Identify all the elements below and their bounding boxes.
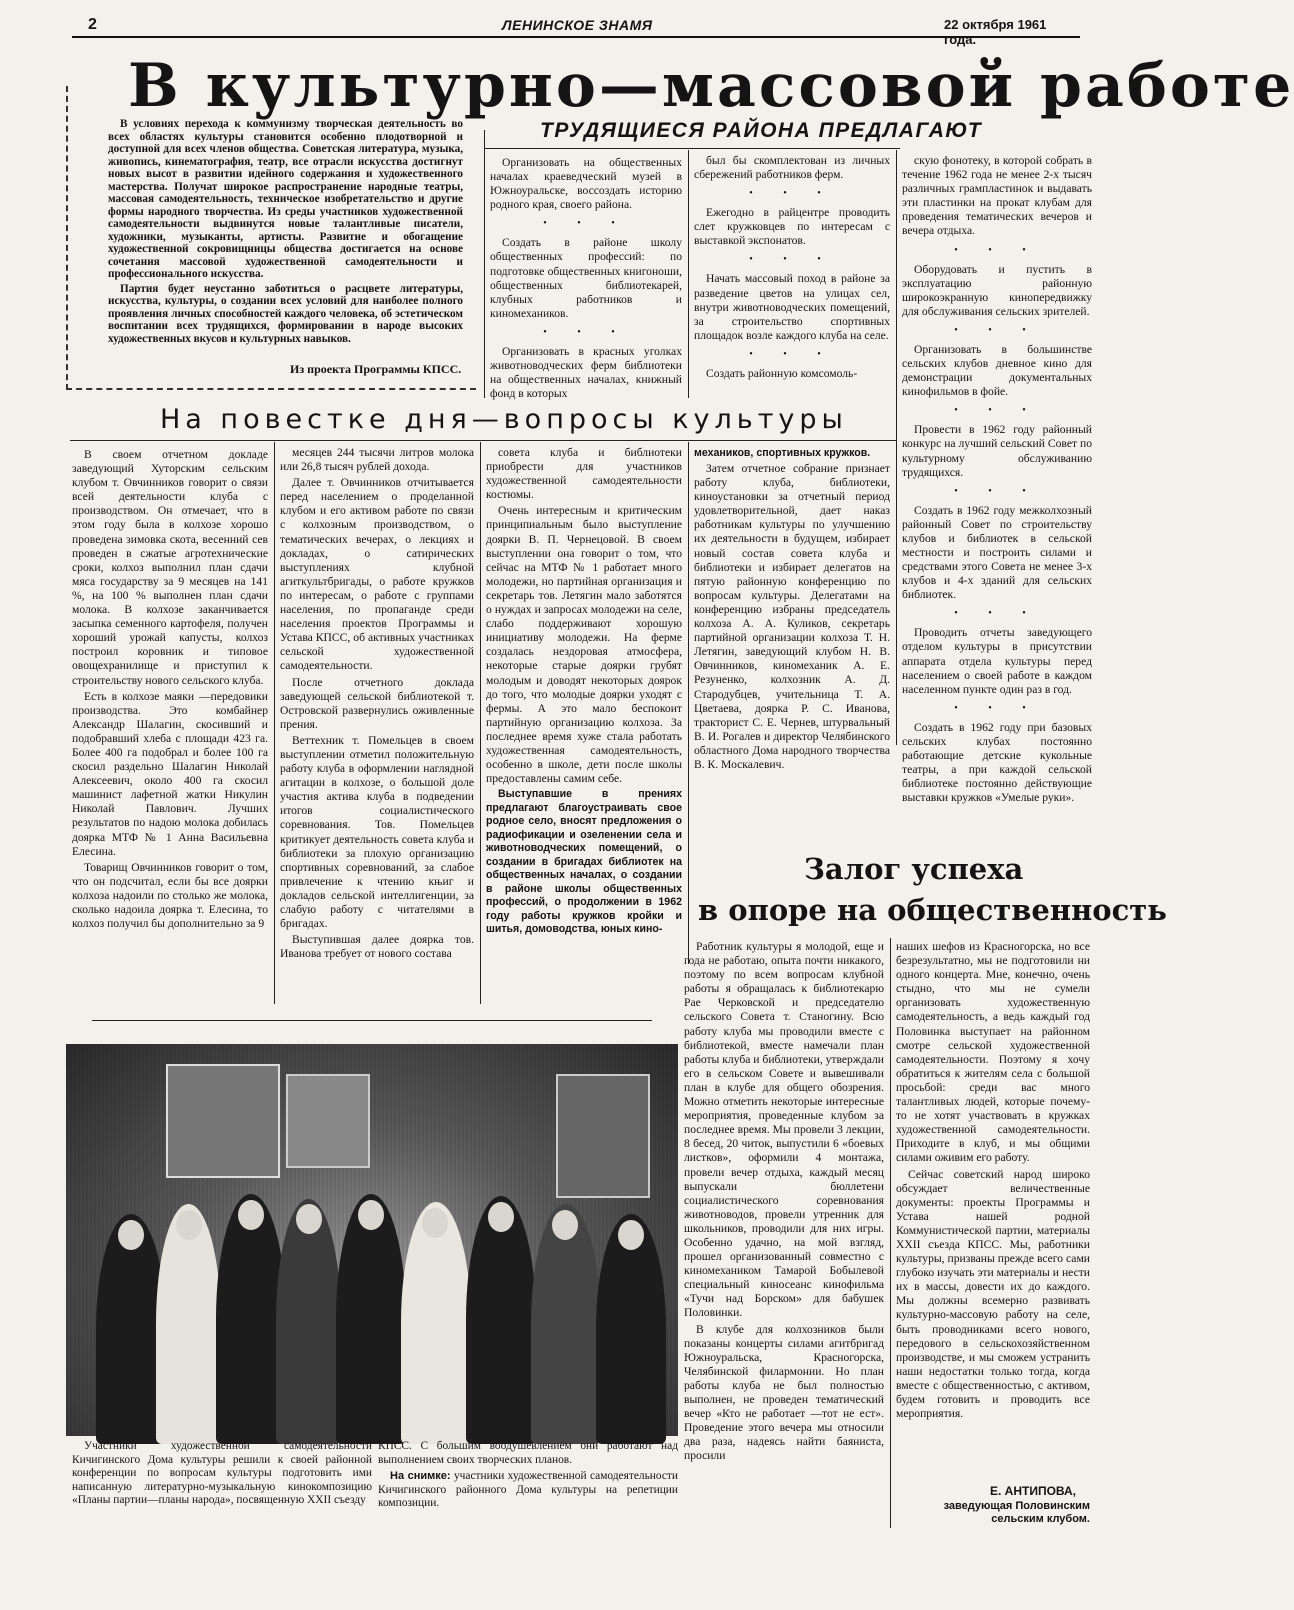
person-figure [276,1199,341,1444]
proposal-item: Создать в районе школу общественных профессий: по подготовке общественных книгоноши, общественных библиотекарей, клубных работников и киномехаников. [490,236,682,320]
proposal-item: Ежегодно в райцентре проводить слет кружковцев по интересам с выставкой экспонатов. [694,206,890,248]
column-rule [484,130,485,398]
article2-author-title: заведующая Половинским сельским клубом. [943,1500,1090,1525]
article2-paragraph: Сейчас советский народ широко обсуждает величественные документы: проекты Программы и Устава нашей родной Коммунистической партии, материалы XXII съезда КПСС. Мы, работники культуры, призваны прежде всего сами глубоко изучать эти материалы и нести их в массы, довести их до каждого. Мы должны всемерно развивать культурно-массовую работу на селе, быть проводниками всего нового, передового в сельскохозяйственном производстве, и мы сможем устранить наши недостатки только тогда, когда вместе с общественностью, с активом, будем готовить и проводить все мероприятия. [896,1167,1090,1421]
agenda-col1 [72,448,268,933]
proposal-item: был бы скомплектован из личных сбережений работников ферм. [694,154,890,182]
caption-text: КПСС. С большим воодушевлением они работают над выполнением своих творческих планов. [378,1440,678,1466]
proposals-subheadline: ТРУДЯЩИЕСЯ РАЙОНА ПРЕДЛАГАЮТ [540,119,983,142]
agenda-paragraph: Есть в колхозе маяки —передовики производства. Это комбайнер Александр Шалагин, скосивший и подобравший хлеба с площади 423 га. Более 400 га подобрал и более 100 га скосил раздельно Шалагин Николай Алексеевич, около 400 га скосил машинист лафетной жатки Никулин Николай Павлович. Лучших результатов по надою молока добилась доярка МТФ № 1 Анна Васильевна Елесина. [72,689,268,858]
rehearsal-photo [66,1044,678,1436]
photo-wall-frame [166,1064,280,1178]
separator-dots: • • • [749,188,835,200]
quote-paragraph: Партия будет неустанно заботиться о расцвете литературы, искусства, культуры, о создании всех условий для наиболее полного проявления личных способностей каждого человека, об эстетическом воспитании всех трудящихся, формировании в народе высоких художественных вкусов и культурных навыков. [108,282,463,345]
proposal-item: Создать районную комсомоль- [706,366,858,380]
person-figure [336,1194,406,1444]
quote-source: Из проекта Программы КПСС. [290,362,462,376]
main-headline: В культурно—массовой работе [128,51,1294,121]
agenda-paragraph: В своем отчетном докладе заведующий Хуторским сельским клубом т. Овчинников говорит о связи всей деятельности клуба с производством. Он отмечает, что в этом году была в колхозе хорошо проведена зимовка скота, весенний сев проведен в сжатые агротехнические сроки, колхоз выполнил план сдачи мяса государству за 9 месяцев на 141 %, на 100 % выполнен план сдачи молока. В колхозе заканчивается засыпка семенного картофеля, получен хороший урожай капусты, колхоз построил коровник и типовое овощехранилище и приступил к строительству нового сельского клуба. [72,448,268,687]
proposal-item: скую фонотеку, в которой собрать в течение 1962 года не менее 2-х тысяч различных грампластинок и выдавать эти пластинки на прокат клубам для проведения тематических вечеров и вечера отдыха. [902,154,1092,238]
column-rule [274,442,275,1004]
photo-caption-left [72,1440,372,1510]
agenda-paragraph: Веттехник т. Помельцев в своем выступлении отметил положительную работу клуба в оформлении наглядной агитации в колхозе, о большой доле участия актива клуба в подведении итогов социалистического соревнования. Тов. Помельцев критикует деятельность совета клуба и библиотеки за плохую организацию спортивных соревнований, за слабое привлечение к чтению књиг и докладов сельской интеллигенции, за слабую работу с читателями в бригадах. [280,733,474,931]
proposal-item: Создать в 1962 году при базовых сельских клубах постоянно работающие детские кукольные театры, а при каждой сельской библиотеке постоянно действующие выставки кружков «Умелые руки». [902,720,1092,805]
caption-note [378,1469,678,1511]
person-face [552,1210,578,1240]
person-figure [156,1204,221,1444]
proposal-item: Организовать на общественных началах краеведческий музей в Южноуральске, воссоздать историю родного края, своего района. [490,156,682,212]
article2-paragraph: наших шефов из Красногорска, но все безрезультатно, мы не подготовили ни одного концерта. Мне, конечно, очень стыдно, что мы не сумели организовать художественную самодеятельность, а ведь каждый год Половинка выступает на районном смотре сельской художественной самодеятельности. Поэтому я хочу обратиться к жителям села с большой просьбой: среди вас много талантливых людей, которые почему-то не хотят участвовать в кружках художественной самодеятельности. Приходите в клуб, и мы общими силами оживим его работу. [896,940,1090,1165]
rule [70,440,896,441]
proposal-item: Организовать в красных уголках животноводческих ферм библиотеки на общественных началах, книжный фонд в которых [490,344,682,401]
article2-headline-1: Залог успеха [804,852,1024,886]
agenda-paragraph: Выступившая далее доярка тов. Иванова требует от нового состава [280,933,474,961]
separator-dots: • • • [543,326,629,338]
program-quote [108,118,463,347]
column-rule [688,442,689,964]
separator-dots: • • • [749,254,835,266]
agenda-paragraph: Очень интересным и критическим принципиальным было выступление доярки В. П. Чернецовой. В своем выступлении она говорит о том, что сейчас на МТФ № 1 работает много молодежи, но партийная организация и секретарь тов. Летягин мало заботятся о нуждах и запросах молодежи на селе, слабо поддерживают хорошую инициативу молодежи. На ферме создалась нездоровая атмосфера, некоторые старые доярки грубят молодым и доводят некоторых доярок до того, что молодые доярки уходят с фермы. А это мало беспокоит партийную организацию колхоза. За последнее время хуже стала работать художественная самодеятельность, особенно в школе, дети после школы предоставлены самим себе. [486,504,682,786]
agenda-paragraph: После отчетного доклада заведующей сельской библиотекой т. Островской развернулись оживленные прения. [280,675,474,731]
proposal-item: Начать массовый поход в районе за разведение цветов на улицах сел, внутри животноводческих помещений, за строительство спортивных площадок возле каждого клуба на селе. [694,272,890,342]
separator-dots: • • • [954,485,1040,497]
column-rule [688,150,689,398]
agenda-col4 [694,446,890,774]
separator-dots: • • • [749,348,835,360]
proposal-item: Провести в 1962 году районный конкурс на лучший сельский Совет по культурному обслуживанию трудящихся. [902,423,1092,479]
rule [484,148,900,149]
article2-paragraph: Работник культуры я молодой, еще и года не работаю, опыта почти никакого, поэтому по всем вопросам клубной работы я обращалась к библиотекарю Рае Черковской и председателю сельского Совета т. Станогину. Всю работу клуба мы проводили вместе с библиотекой, вместе намечали план работы клуба и библиотеки, утверждали его в сельском Совете и вывешивали план в клубе для общего обозрения. Можно отметить некоторые интересные мероприятия, проведенные клубом за последнее время. Мы провели 3 лекции, 8 бесед, 20 читок, выпустили 6 «боевых листков», оформили 4 монтажа, провели вечер отдыха, каждый месяц выпускали бюллетени социалистического соревнования животноводов, провели утренник для школьников, проводили для них игры. Особенно удачно, на мой взгляд, прошел организованный совместно с киномехаником Тамарой Бобылевой специальный киносеанс кинофильма «Тучи над Борском» для бабушек Половинки. [684,940,884,1320]
proposals-col2 [694,154,890,383]
caption-label: На снимке: [390,1470,451,1482]
agenda-paragraph: месяцев 244 тысячи литров молока или 26,8 тысяч рублей дохода. [280,446,474,474]
agenda-paragraph: Затем отчетное собрание признает работу клуба, библиотеки, киноустановки за отчетный период удовлетворительной, дает наказ работникам культуры по улучшению их деятельности в будущем, избирает новый состав совета клуба и библиотеки и избирает делегатов на пятую районную конференцию по вопросам культуры. Делегатами на конференцию избраны председатель колхоза А. А. Куликов, секретарь партийной организации колхоза Т. Н. Летягин, заведующий клубом Н. В. Овчинников, киномеханик А. Е. Резуненко, колхозник А. Д. Стародубцев, учительница Т. А. Цветаева, доярка Р. С. Иванова, тракторист С. Е. Чернев, штурвальный В. И. Рогалев и директор Челябинского областного Дома народного творчества В. К. Москалевич. [694,462,890,771]
quote-paragraph: В условиях перехода к коммунизму творческая деятельность во всех областях культуры становится особенно плодотворной и доступной для всех членов общества. Советская литература, музыка, живопись, кинематография, театр, все отрасли искусства достигнут новых высот в развитии идейного содержания и художественного мастерства. Получат широкое распространение народные театры, массовая самодеятельность, техническое изобретательство и другие формы народного творчества. Из среды участников художественной самодеятельности выдвинутся новые талантливые писатели, художники, музыканты, артисты. Развитие и обогащение художественной сокровищницы общества достигается на основе сочетания массовой художественной самодеятельности и профессионального искусства. [108,118,463,280]
agenda-paragraph: совета клуба и библиотеки приобрести для участников художественной самодеятельности костюмы. [486,446,682,502]
page-number: 2 [88,16,97,33]
separator-dots: • • • [543,218,629,230]
person-face [618,1220,644,1250]
person-face [488,1202,514,1232]
proposal-item: Создать в 1962 году межколхозный районный Совет по строительству клубов и библиотек в сельской местности и построить силами и средствами этого Совета не менее 3-х клубов и 4-х зданий для сельских библиотек. [902,503,1092,602]
newspaper-name: ЛЕНИНСКОЕ ЗНАМЯ [502,17,653,33]
photo-caption-right [378,1440,678,1513]
issue-date: 22 октября 1961 года. [944,17,1047,47]
photo-wall-frame [556,1074,650,1198]
person-face [422,1208,448,1238]
person-figure [531,1204,601,1444]
article2-paragraph: В клубе для колхозников были показаны концерты силами агитбригад Южноуральска, Красногорска, Челябинской филармонии. Но план работы клуба не был полностью выполнен, не проведен тематический вечер «Кто не работает —тот не ест». Проведение этого вечера мы относили два раза, надеясь найти баяниста, просили [684,1322,884,1463]
agenda-paragraph: Товарищ Овчинников говорит о том, что он подсчитал, если бы все доярки колхоза надоили по столько же молока, сколько надоила доярка т. Елесина, то колхоз получил бы дополнительно за 9 [72,860,268,931]
agenda-paragraph: Далее т. Овчинников отчитывается перед населением о проделанной клубом и его активом работе по связи с колхозным производством, о тематических вечерах, о лекциях и докладах, о сатирических выступлениях клубной агиткультбригады, о работе кружков по интересам, о работе с группами населения, по пропаганде среди населения проектов Программы и Устава КПСС, об активных участниках сельской художественной самодеятельности. [280,476,474,673]
person-figure [401,1202,471,1444]
proposal-item: Оборудовать и пустить в эксплуатацию районную широкоэкранную кинопередвижку для обслуживания сельских зрителей. [902,262,1092,318]
person-figure [466,1196,536,1444]
agenda-headline: На повестке дня—вопросы культуры [160,404,848,435]
article2-headline-2: в опоре на общественность [698,893,1167,927]
page-header [72,14,1080,47]
person-face [296,1204,322,1234]
caption-text: Участники художественной самодеятельности Кичигинского Дома культуры решили к своей районной конференции по вопросам культуры подготовить ими написанную литературно-музыкальную кинокомпозицию «Планы партии—планы народа», посвященную XXII съезду [72,1440,372,1506]
proposal-item: Проводить отчеты заведующего отделом культуры в присутствии аппарата отдела культуры перед населением о своей работе в каждом населенном пункте один раз в год. [902,626,1092,696]
separator-dots: • • • [954,324,1040,336]
separator-dots: • • • [954,244,1040,256]
agenda-bold-paragraph: Выступавшие в прениях предлагают благоустраивать свое родное село, вносят предложения о радиофикации и озеленении села и животноводческих помещений, о создании в бригадах библиотек на общественных началах, о создании в районе школы общественных профессий, о продолжении в 1962 году работы кружков кройки и шитья, домоводства, юных кино- [486,788,682,936]
agenda-col2 [280,446,474,963]
proposal-item: Организовать в большинстве сельских клубов дневное кино для демонстрации документальных кинофильмов в фойе. [902,342,1092,399]
person-face [358,1200,384,1230]
agenda-col3 [486,446,682,939]
article2-author: Е. АНТИПОВА, [990,1484,1076,1498]
photo-wall-frame [286,1074,370,1168]
article2-col2 [896,940,1090,1423]
column-rule [896,150,897,745]
separator-dots: • • • [954,702,1040,714]
separator-dots: • • • [954,405,1040,417]
person-face [118,1220,144,1250]
proposals-col1 [490,156,682,403]
separator-dots: • • • [954,608,1040,620]
agenda-bold-paragraph: механиков, спортивных кружков. [694,447,871,459]
rule [92,1020,652,1021]
column-rule [890,938,891,1528]
proposals-col3 [902,154,1092,807]
person-face [176,1210,202,1240]
article2-col1 [684,940,884,1465]
column-rule [480,442,481,1004]
caption-note-text: участники художественной самодеятельности Кичигинского районного Дома культуры на репетиции композиции. [378,1470,678,1509]
person-face [238,1200,264,1230]
